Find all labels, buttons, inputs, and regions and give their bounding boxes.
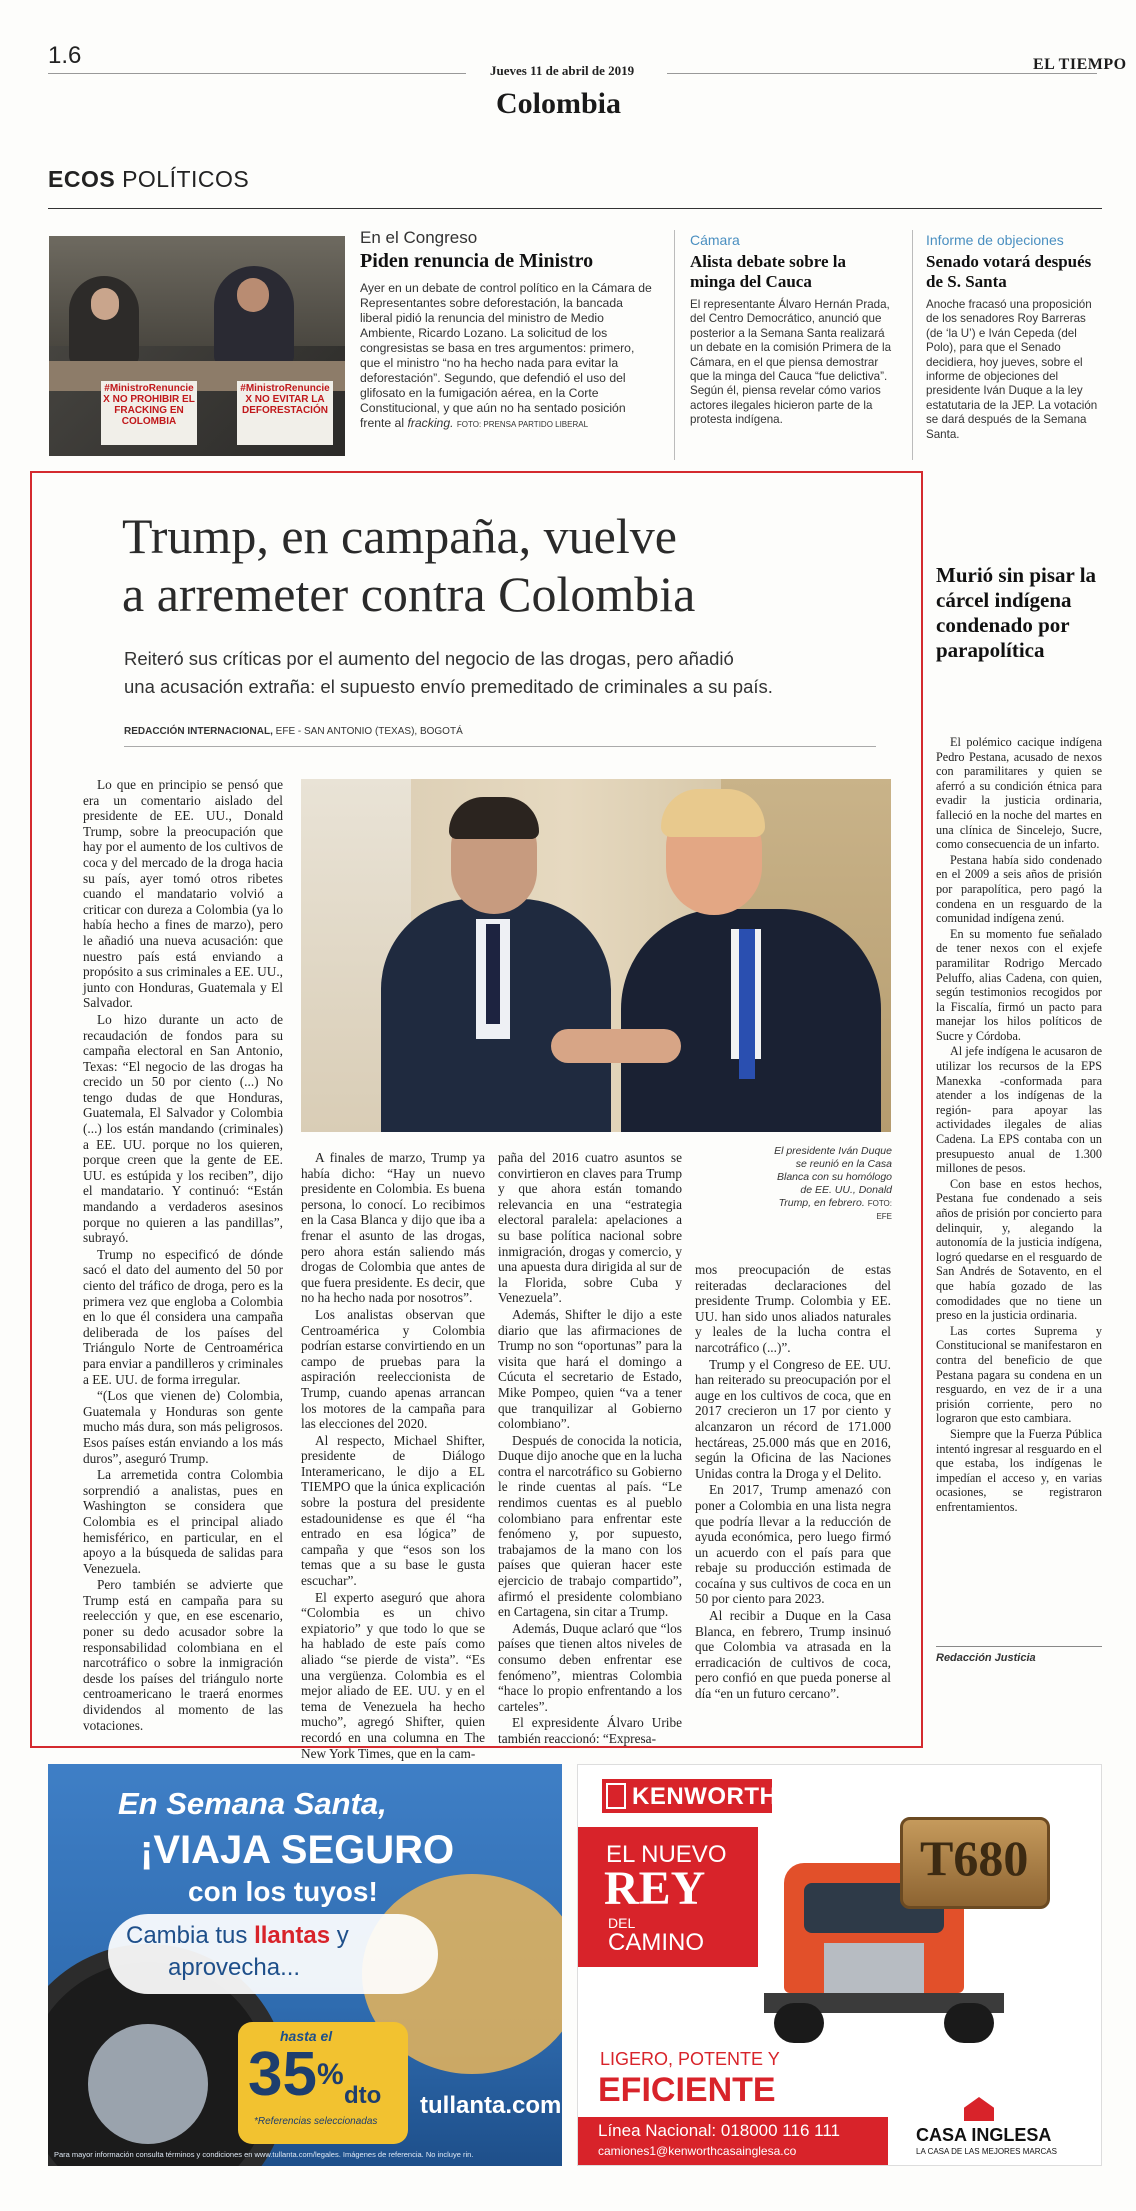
ad-left-line4c: y: [330, 1922, 349, 1949]
caption-credit: FOTO: EFE: [867, 1199, 892, 1221]
tullanta-logo: tullanta.com: [420, 2092, 562, 2119]
brief-congreso: [360, 228, 656, 432]
casa-inglesa-logo: CASA INGLESA: [916, 2125, 1052, 2145]
brief-objeciones-body: Anoche fracasó una proposición de los senadores Roy Barreras (de ‘la U’) e Iván Cepeda (del Polo), para que el Senado decidiera, hoy jueves, sobre el informe de objeciones del presidente Iván Duque a la ley estatutaria de la JEP. La votación se dará después de la Semana Santa.: [926, 298, 1098, 441]
section-title: Colombia: [496, 87, 622, 120]
ad-left-line4a: Cambia tus: [126, 1922, 255, 1949]
ad-right-l1: EL NUEVO: [606, 1841, 727, 1868]
side-p7: Siempre que la Fuerza Pública intentó ingresar al resguardo en el que estaba, los indígenas le impedían el acceso y, en varias ocasiones, se registraron enfrentamientos.: [936, 1426, 1102, 1514]
col2-p4: El experto aseguró que ahora “Colombia es un chivo expiatorio” y que todo lo que se ha hablado de este país como aliado “se pierde de vista”. “Es una vergüenza. Colombia es el mejor aliado de EE. UU. y en el tema de Venezuela ha hecho mucho”, agregó Shifter, quien recordó en una columna en The New York Times, que en la cam-: [301, 1589, 485, 1761]
article-headline: [122, 507, 695, 623]
ad-left-line1: En Semana Santa,: [118, 1786, 387, 1821]
side-p4: Al jefe indígena le acusaron de utilizar los recursos de la EPS Manexka -conformada para atender a los indígenas de la región- para apoyar las actividades ilegales de alias Cadena. La EPS contaba con un presupuesto anual de 1.300 millones de pesos.: [936, 1044, 1102, 1176]
brief-objeciones: [926, 232, 1102, 442]
headline-line-2: a arremeter contra Colombia: [122, 566, 696, 622]
ad-left-legal: Para mayor información consulta términos y condiciones en www.tullanta.com/legales. Imágenes de referencia. No incluye rin.: [54, 2150, 474, 2159]
kenworth-k-icon: [606, 1783, 626, 1809]
sign-right: #MinistroRenuncie X NO EVITAR LA DEFORESTACIÓN: [237, 381, 333, 445]
badge-num: [248, 2042, 344, 2108]
col1-p1: Lo que en principio se pensó que era un comentario aislado del presidente de EE. UU., Donald Trump, sobre la preocupación que hay por el aumento de los cultivos de coca y del mercado de la droga hacia su país, ayer tomó otros ribetes cuando el mandatario volvió a criticar con dureza a Colombia (ya lo había hecho a fines de marzo), pero le añadió una nueva acusación: que nuestro país está enviando a propósito a sus criminales a EE. UU., junto con Honduras, Guatemala y El Salvador.: [83, 777, 283, 1011]
ad-left-line2: ¡VIAJA SEGURO: [140, 1828, 455, 1872]
col2-p2: Los analistas observan que Centroamérica y Colombia podrían estarse convirtiendo en un campo de pruebas para la aspiración reeleccionista de Trump, cuando apenas arrancan los motores de la campaña para las elecciones del 2020.: [301, 1306, 485, 1432]
brief-camara: [690, 232, 894, 428]
side-signature: Redacción Justicia: [936, 1652, 1036, 1664]
side-sign-rule: [936, 1646, 1102, 1647]
ad-left-line3: con los tuyos!: [188, 1876, 378, 1907]
col2-p1: A finales de marzo, Trump ya había dicho: “Hay un nuevo presidente en Colombia. Es buena persona, lo conocí. Lo recibimos en la Casa Blanca y dijo que iba a frenar el asunto de las drogas, pero ahora están saliendo más drogas de Colombia que antes de que fuera presidente. Es decir, que no ha hecho nada por nosotros”.: [301, 1150, 485, 1306]
brief-congreso-body: [360, 281, 656, 432]
ecos-politicos-label: [48, 166, 249, 193]
article-deck: [124, 645, 773, 701]
side-body: [936, 735, 1102, 1515]
ad-right-phone: Línea Nacional: 018000 116 111: [598, 2121, 840, 2140]
header-rule-left: [48, 73, 466, 74]
col3-p2: Además, Shifter le dijo a este diario que las afirmaciones de Trump no son “oportunas” para la visita que hará el domingo a Cúcuta el secretario de Estado, Mike Pompeo, quien “va a tener que tranquilizar al Gobierno colombiano”.: [498, 1306, 682, 1432]
kenworth-logo: KENWORTH: [632, 1783, 778, 1810]
badge-top: hasta el: [280, 2028, 333, 2044]
brief-camara-body: El representante Álvaro Hernán Prada, del Centro Democrático, anunció que posterior a la Semana Santa realizará un debate en la comisión Primera de la Cámara, en el que piensa demostrar que la minga del Cauca “fue delictiva”. Según él, piensa revelar cómo varios actores ilegales hicieron parte de la protesta indígena.: [690, 298, 892, 427]
brief-divider-1: [674, 230, 675, 460]
header-rule-right: [667, 73, 1097, 74]
col1-p2: Lo hizo durante un acto de recaudación de fondos para su campaña electoral en San Antonio, Texas: “El negocio de las drogas ha crecido un 50 por ciento (...) No tengo dudas de que Honduras, Guatemala, El Salvador y Colombia (...) los están mandando (criminales) a EE. UU. porque no los quieren, porque creen que la gente de EE. UU. es estúpida y los reciben”, dijo el mandatario. Y continuó: “Están mandando a verdaderos asesinos porque no quieren a las pandillas”, subrayó.: [83, 1011, 283, 1246]
casa-inglesa-icon: [964, 2097, 994, 2121]
duque-trump-photo: [301, 779, 891, 1132]
brief-congreso-credit: FOTO: PRENSA PARTIDO LIBERAL: [456, 420, 589, 429]
ad-right-tag1: LIGERO, POTENTE Y: [600, 2049, 780, 2069]
ad-kenworth[interactable]: [577, 1764, 1102, 2166]
ad-right-email: camiones1@kenworthcasainglesa.co: [598, 2144, 797, 2158]
col4-p2: Trump y el Congreso de EE. UU. han reiterado su preocupación por el auge en los cultivos de coca, que en 2017 crecieron un 17 por ciento y alcanzaron un récord de 171.000 hectáreas, 25.000 más que en 2016, según la Oficina de las Naciones Unidas contra la Droga y el Delito.: [695, 1356, 891, 1481]
deck-line-2: una acusación extraña: el supuesto envío premeditado de criminales a su país.: [124, 676, 773, 697]
side-p6: Las cortes Suprema y Constitucional se manifestaron en contra del beneficio de que Pestana pagara su condena en un resguardo, en vez de ir a una prisión corriente, pero no lograron que esto cambiara.: [936, 1323, 1102, 1426]
side-p1: El polémico cacique indígena Pedro Pestana, acusado de nexos con paramilitares y quien se aferró a su condición étnica para evadir la justicia ordinaria, falleció en la noche del martes en una clínica de Sincelejo, Sucre, como consecuencia de un infarto.: [936, 735, 1102, 852]
ad-left-line4b: llantas: [254, 1922, 331, 1949]
badge-note: *Referencias seleccionadas: [254, 2116, 378, 2127]
col1-p6: Pero también se advierte que Trump está en campaña para su reelección y que, en ese escenario, poner su dedo acusador sobre la responsabilidad colombiana en el narcotráfico o sobre la inmigración desde los países del triángulo norte centroamericano le traerá enormes dividendos al momento de las votaciones.: [83, 1577, 283, 1733]
rim-icon: [88, 2024, 208, 2144]
brief-objeciones-title: Senado votará después de S. Santa: [926, 252, 1092, 291]
brief-camara-kicker: Cámara: [690, 232, 740, 248]
col1-p5: La arremetida contra Colombia sorprendió a analistas, pues en Washington se considera que Colombia es el principal aliado hemisférico, en particular, en el apoyo a la búsqueda de salidas para Venezuela.: [83, 1467, 283, 1576]
col4-p3: En 2017, Trump amenazó con poner a Colombia en una lista negra que podría llevar a la reducción de ayuda económica, pero luego firmó un acuerdo con el país para que rebaje su producción estimada de cocaína y sus cultivos de coca en un 50 por ciento para 2023.: [695, 1482, 891, 1607]
article-col-1: [83, 777, 283, 1734]
article-col-2: [301, 1150, 485, 1762]
brief-objeciones-kicker: Informe de objeciones: [926, 232, 1064, 248]
casa-inglesa-sub: LA CASA DE LAS MEJORES MARCAS: [916, 2147, 1057, 2156]
brand: EL TIEMPO: [1033, 56, 1127, 73]
byline-bold: REDACCIÓN INTERNACIONAL,: [124, 726, 273, 737]
date: Jueves 11 de abril de 2019: [490, 63, 635, 78]
caption-text: El presidente Iván Duque se reunió en la Casa Blanca con su homólogo de EE. UU., Donald Trump, en febrero.: [774, 1145, 892, 1209]
photo-caption: [766, 1145, 892, 1223]
side-p2: Pestana había sido condenado en el 2009 a seis años de prisión por parapolítica, pero pagó la condena en un resguardo de la comunidad indígena zenú.: [936, 852, 1102, 926]
col1-p4: “(Los que vienen de) Colombia, Guatemala y Honduras son gente mucho más dura, son más peligrosos. Esos países están enviando a los más duros”, aseguró Trump.: [83, 1388, 283, 1466]
brief-camara-title: Alista debate sobre la minga del Cauca: [690, 252, 846, 291]
col2-p3: Al respecto, Michael Shifter, presidente de Diálogo Interamericano, le dijo a EL TIEMPO que la única explicación sobre la postura del presidente estadounidense es que él “ha entrado en esa lógica” de campaña y que “esos son los temas que a su base le gusta escuchar”.: [301, 1432, 485, 1589]
side-p3: En su momento fue señalado de tener nexos con el exjefe paramilitar Rodrigo Mercado Peluffo, alias Cadena, con quien, según testimonios recogidos por la Fiscalía, firmó un pacto para manejar los hilos políticos de Sucre y Córdoba.: [936, 926, 1102, 1043]
col1-p3: Trump no especificó de dónde sacó el dato del aumento del 50 por ciento del tráfico de droga, pero es la primera vez que engloba a Colombia en lo que él considera una campaña deliberada de los países del Triángulo Norte de Centroamérica para enviar a pandilleros y criminales a EE. UU. de forma irregular.: [83, 1246, 283, 1387]
ad-right-l2: REY: [604, 1862, 706, 1915]
badge-unit: dto: [344, 2082, 382, 2109]
col4-p4: Al recibir a Duque en la Casa Blanca, en febrero, Trump insinuó que Colombia va atrasada en la erradicación de cultivos de coca, pero confió en que pueda ponerse al día “en un futuro cercano”.: [695, 1608, 891, 1702]
brief-congreso-kicker: En el Congreso: [360, 228, 478, 247]
sign-left: #MinistroRenuncie X NO PROHIBIR EL FRACKING EN COLOMBIA: [101, 381, 197, 445]
byline-rest: EFE - SAN ANTONIO (TEXAS), BOGOTÁ: [272, 726, 463, 737]
ad-left-line5: aprovecha...: [168, 1954, 301, 1981]
ecos-bold: ECOS: [48, 166, 116, 192]
congress-photo: [49, 236, 345, 456]
col3-p4: Además, Duque aclaró que “los países que tienen altos niveles de consumo deben enfrentar ese fenómeno”, mientras Colombia “hace lo propio enfrentando a los carteles”.: [498, 1620, 682, 1714]
article-col-4: [695, 1262, 891, 1703]
ad-tullanta[interactable]: [48, 1764, 562, 2166]
ad-right-tag2: EFICIENTE: [598, 2071, 776, 2109]
brief-divider-2: [912, 230, 913, 460]
page-number: 1.6: [48, 42, 82, 69]
brief-congreso-title: Piden renuncia de Ministro: [360, 250, 594, 272]
headline-line-1: Trump, en campaña, vuelve: [122, 508, 677, 564]
brief-congreso-text: Ayer en un debate de control político en la Cámara de Representantes sobre deforestación, la bancada liberal pidió la renuncia del ministro de Medio Ambiente, Ricardo Lozano. La solicitud de los congresistas se basa en tres argumentos: primero, que el ministro “no ha hecho nada para evitar la deforestación”. Segundo, que defendió el uso del glifosato en la fumigación aérea, en la Corte Constitucional, y que aún no ha sentado posición frente al: [360, 281, 652, 430]
ecos-rule: [48, 208, 1102, 209]
col3-p1: paña del 2016 cuatro asuntos se convirtieron en claves para Trump y que ahora están tomando relevancia en una “estrategia electoral paralela: apelaciones a su base política nacional sobre inmigración, drogas y comercio, y una apuesta dura dirigida al sur de la Florida, sobre Cuba y Venezuela”.: [498, 1150, 682, 1306]
byline-rule: [124, 746, 876, 747]
col3-p5: El expresidente Álvaro Uribe también reaccionó: “Expresa-: [498, 1715, 682, 1746]
ad-left-line4: [126, 1922, 349, 1950]
ad-right-l4: CAMINO: [608, 1929, 704, 1956]
article-col-3: [498, 1150, 682, 1748]
badge-pct: %: [316, 2058, 344, 2091]
side-p5: Con base en estos hechos, Pestana fue condenado a seis años de prisión por concierto para delinquir, y, alegando la autonomía de la justicia indígena, logró quedarse en el resguardo de San Andrés de Sotavento, en el que había gozado de las comodidades que no tiene un preso en la justicia ordinaria.: [936, 1176, 1102, 1323]
col4-p1: mos preocupación de estas reiteradas declaraciones del presidente Trump. Colombia y EE. UU. han sido unos aliados naturales y leales de la lucha contra el narcotráfico (...)”.: [695, 1262, 891, 1355]
article-byline: [124, 726, 463, 737]
badge-num-value: 35: [248, 2040, 317, 2109]
ad-right-l3: DEL: [608, 1915, 636, 1931]
col3-p3: Después de conocida la noticia, Duque dijo anoche que en la lucha contra el narcotráfico su Gobierno le rinde cuentas al país. “Le rendimos cuentas es al pueblo colombiano para enfrentar este fenómeno y, por supuesto, trabajamos de la mano con los países que quieran hacer este ejercicio de trabajo compartido”, afirmó el presidente colombiano en Cartagena, sin citar a Trump.: [498, 1432, 682, 1620]
deck-line-1: Reiteró sus críticas por el aumento del negocio de las drogas, pero añadió: [124, 648, 734, 669]
side-headline: Murió sin pisar la cárcel indígena condenado por parapolítica: [936, 563, 1097, 662]
ecos-light: POLÍTICOS: [122, 166, 250, 192]
brief-congreso-italic: fracking.: [407, 416, 454, 430]
t680-text: T680: [920, 1830, 1029, 1886]
